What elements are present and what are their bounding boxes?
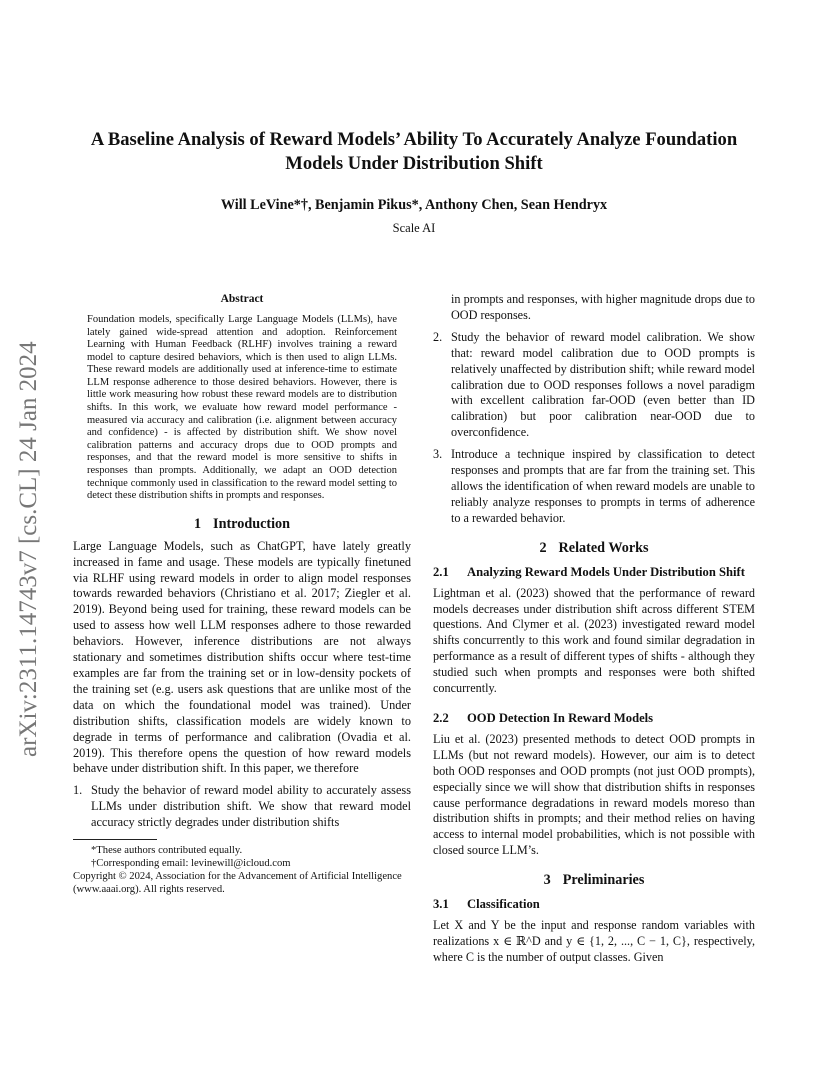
- footnote-divider: [73, 839, 157, 840]
- list-item: [433, 330, 755, 441]
- contribution-list: [73, 783, 411, 831]
- list-item: [73, 783, 411, 831]
- section-title: Introduction: [213, 515, 291, 532]
- list-item: [433, 447, 755, 527]
- subsection-number: 3.1: [433, 897, 449, 912]
- subsection-paragraph: Liu et al. (2023) presented methods to detect OOD prompts in LLMs (but not reward models). However, our aim is to detect both OOD responses and OOD prompts (not just OOD prompts), especially since we will show that distribution shifts in responses cause performance degradations in reward models moreso than distribution shifts in prompts; and their method relies on having access to internal model probabilities, which is not possible with closed source LLM’s.: [433, 731, 755, 858]
- left-column: [73, 292, 411, 896]
- section-number: 2: [539, 539, 547, 556]
- subsection-number: 2.2: [433, 710, 449, 725]
- list-number: 2.: [433, 329, 443, 344]
- paper-title: A Baseline Analysis of Reward Models’ Ability To Accurately Analyze Foundation Models Under Distribution Shift: [90, 129, 738, 174]
- subsection-title: Analyzing Reward Models Under Distribution Shift: [467, 564, 745, 579]
- right-column: [433, 292, 755, 966]
- list-text: Study the behavior of reward model ability to accurately assess LLMs under distribution shift. We show that reward model accuracy strictly degrades under distribution shifts: [91, 783, 411, 830]
- author-list: Will LeVine*†, Benjamin Pikus*, Anthony Chen, Sean Hendryx: [220, 197, 608, 213]
- section-title: Related Works: [558, 539, 649, 556]
- subsection-heading-2-1: [433, 565, 755, 580]
- affiliation: Scale AI: [392, 221, 436, 235]
- section-number: 3: [543, 872, 551, 889]
- list-item-continuation: in prompts and responses, with higher magnitude drops due to OOD responses.: [451, 292, 755, 322]
- footnotes: [73, 844, 411, 896]
- subsection-paragraph: Let X and Y be the input and response random variables with realizations x ∈ ℝ^D and y ∈ {1, 2, ..., C − 1, C}, respectively, where C is the number of output classes. Given: [433, 918, 755, 964]
- list-text: Study the behavior of reward model calibration. We show that: reward model calibration due to OOD prompts is relatively unaffected by distribution shift; while reward model calibration due to OOD responses follows a novel paradigm with excellent calibration far-OOD (even better than ID calibration) but poor calibration near-OOD due to overconfidence.: [451, 329, 755, 440]
- abstract-heading: Abstract: [220, 293, 264, 305]
- arxiv-watermark: arXiv:2311.14743v7 [cs.CL] 24 Jan 2024: [15, 341, 42, 757]
- abstract-text: Foundation models, specifically Large Language Models (LLMs), have lately gained wide-spread attention and adoption. Reinforcement Learning with Human Feedback (RLHF) involves training a reward model to capture desired behaviors, which is then used to align LLMs. These reward models are additionally used at inference-time to estimate LLM response adherence to those desired behaviors. However, there is little work measuring how robust these reward models are to distribution shifts. In this work, we evaluate how reward model performance - measured via accuracy and calibration (i.e. alignment between accuracy and confidence) - is affected by distribution shift. We show novel calibration patterns and accuracy drops due to OOD prompts and responses, and that the reward model is more sensitive to shifts in responses than prompts. Additionally, we adapt an OOD detection technique commonly used in classification to the reward model setting to detect these distribution shifts in prompts and responses.: [87, 313, 397, 502]
- section-heading-related-works: [433, 541, 755, 557]
- section-title: Preliminaries: [562, 872, 645, 889]
- subsection-paragraph: Lightman et al. (2023) showed that the performance of reward models decreases under distribution shift across different STEM questions. And Clymer et al. (2023) investigated reward model shifts concurrently to this work and found similar degradation in performance as a result of different types of shifts - although they studied such when prompts and responses were both shifted concurrently.: [433, 585, 755, 696]
- copyright-notice: Copyright © 2024, Association for the Advancement of Artificial Intelligence (www.aaai.org). All rights reserved.: [73, 871, 402, 896]
- subsection-title: Classification: [467, 897, 540, 912]
- subsection-number: 2.1: [433, 564, 449, 579]
- subsection-heading-3-1: [433, 897, 755, 912]
- list-text: Introduce a technique inspired by classification to detect responses and prompts that are far from the training set. This allows the identification of when reward models are unable to reliably analyze responses to prompts in terms of adherence to a rewarded behavior.: [451, 447, 755, 525]
- list-number: 1.: [73, 783, 83, 798]
- section-heading-introduction: [73, 517, 411, 533]
- intro-paragraph: Large Language Models, such as ChatGPT, have lately greatly increased in fame and usage. These models are typically finetuned via RLHF using reward models in order to align model responses towards rewarded behaviors (Christiano et al. 2017; Ziegler et al. 2019). Beyond being used for training, these reward models can be used to assess how well LLM responses adhere to those rewarded behaviors. However, inference distributions are not always stationary and sometimes distribution shifts occur where test-time examples are far from the training set or in low-density pockets of the training set (e.g. users ask questions that are unlike most of the data on which the foundational model was trained). Under distribution shifts, classification models are widely known to degrade in terms of performance and calibration (Ovadia et al. 2019). This therefore opens the question of how reward models behave under distribution shift. In this paper, we therefore: [73, 538, 411, 776]
- section-heading-preliminaries: [433, 873, 755, 889]
- list-number: 3.: [433, 447, 443, 462]
- subsection-heading-2-2: [433, 711, 755, 726]
- subsection-title: OOD Detection In Reward Models: [467, 710, 654, 725]
- section-number: 1: [193, 515, 202, 532]
- footnote-equal-contribution: *These authors contributed equally.: [91, 845, 243, 857]
- footnote-corresponding-email: †Corresponding email: levinewill@icloud.com: [91, 858, 291, 870]
- contribution-list-continued: [433, 330, 755, 527]
